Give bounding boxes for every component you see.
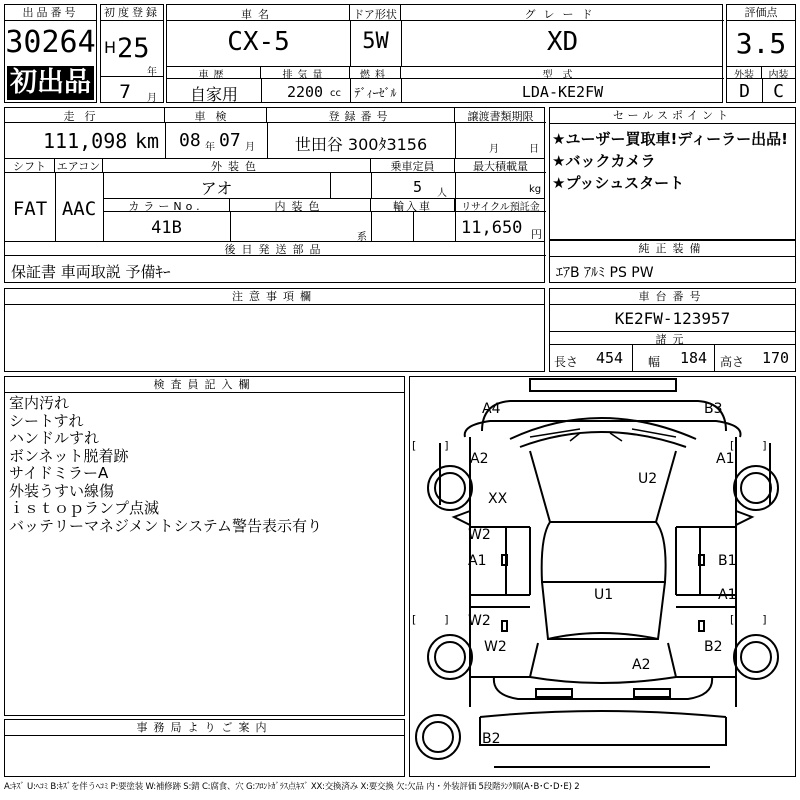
bracket-left: [ ] (412, 613, 449, 626)
import-label: 輸入車 (393, 200, 432, 213)
damage-mark: W2 (484, 639, 507, 655)
transfer-label: 譲渡書類期限 (467, 110, 534, 123)
fuel-label: 燃料 (360, 70, 390, 81)
grade-label: グレード (524, 8, 601, 21)
inspector-label: 検査員記入欄 (5, 377, 404, 393)
height-label: 高さ (720, 355, 745, 369)
legend-footer: A:ｷｽﾞ U:ﾍｺﾐ B:ｷｽﾞを伴うﾍｺﾐ P:要塗装 W:補修跡 S:錆 C:腐食、穴 G:ﾌﾛﾝﾄｶﾞﾗｽ点ｷｽﾞ XX:交換済み X:要交換 欠:欠品 内・外装評価 5段階ﾗﾝｸ順(A･B･C･D･E) 2 (4, 782, 580, 792)
aircon: AAC (61, 198, 97, 220)
equip-label: 純正装備 (550, 241, 795, 257)
reg-era: H (104, 38, 117, 57)
office-box (4, 719, 405, 777)
model-label: 型式 (542, 70, 583, 81)
sales-point: ★バックカメラ (552, 152, 656, 170)
reg-year: 25 (117, 33, 150, 64)
damage-mark: XX (488, 491, 508, 507)
transfer-month-unit: 月 (489, 144, 499, 155)
mileage-unit: km (135, 129, 160, 153)
car-name-label: 車名 (241, 8, 275, 21)
interior-label: 内装 (768, 70, 789, 81)
damage-mark: B1 (718, 553, 737, 569)
damage-mark: A1 (716, 451, 735, 467)
later-parts: 保証書 車両取説 予備ｷｰ (11, 263, 171, 281)
chassis-label: 車台番号 (550, 289, 795, 305)
mileage: 111,098 (43, 129, 128, 153)
inspector-note: ハンドルすれ (9, 429, 100, 447)
office-label: 事務局よりご案内 (5, 720, 404, 736)
inspector-note: シートすれ (9, 411, 84, 430)
history-label: 車歴 (198, 70, 229, 81)
inspector-note: ボンネット脱着跡 (9, 446, 129, 465)
history: 自家用 (189, 85, 238, 104)
reg-month: 7 (119, 81, 132, 103)
capacity-label: 乗車定員 (390, 160, 435, 173)
ext-color: アオ (200, 179, 233, 198)
damage-mark: B2 (704, 639, 723, 655)
score-box (726, 4, 796, 103)
inspector-note: 外装うすい線傷 (9, 481, 115, 500)
chassis-box (549, 288, 796, 372)
load-label: 最大積載量 (473, 160, 528, 173)
vehicle-box (166, 4, 723, 103)
exterior-grade: D (739, 81, 750, 102)
shift-label: シフト (13, 160, 46, 173)
inspector-note: ｉｓｔｏｐランプ点滅 (9, 499, 160, 517)
grade: XD (546, 27, 579, 57)
inspector-note: バッテリーマネジメントシステム警告表示有り (9, 516, 323, 535)
caution-box (4, 288, 545, 372)
aircon-label: エアコン (56, 160, 101, 173)
door-type: 5W (362, 29, 389, 54)
damage-mark: U1 (594, 587, 614, 603)
first-reg-label: 初度登録 (101, 5, 163, 21)
interior-grade: C (773, 81, 784, 102)
bracket-right: [ ] (730, 439, 767, 452)
dims-label: 諸元 (655, 333, 690, 346)
first-reg-box (100, 4, 164, 103)
damage-mark: B2 (482, 731, 501, 747)
shift: FAT (12, 198, 48, 220)
color-no: 41B (151, 218, 182, 238)
damage-mark: A1 (718, 587, 737, 603)
length-label: 長さ (554, 355, 579, 369)
reg-no-label: 登録番号 (328, 110, 393, 123)
damage-mark: B3 (704, 401, 723, 417)
reg-no: 世田谷 300ﾀ3156 (294, 135, 428, 154)
insp-year: 08 (179, 130, 201, 151)
later-parts-label: 後日発送部品 (224, 243, 327, 256)
first-listing-badge (7, 66, 94, 100)
details-box (4, 107, 545, 283)
transfer-day-unit: 日 (529, 144, 539, 155)
score: 3.5 (735, 27, 787, 60)
width: 184 (680, 349, 708, 367)
recycle-label: リサイクル預託金 (461, 202, 540, 213)
caution-label: 注意事項欄 (5, 289, 544, 305)
damage-mark: A2 (632, 657, 651, 673)
damage-mark: A1 (468, 553, 487, 569)
insp-month: 07 (219, 130, 241, 151)
sales-label: セールスポイント (550, 108, 795, 124)
inspector-note: サイドミラーA (9, 464, 109, 482)
inspector-box (4, 376, 405, 716)
damage-mark: W2 (468, 527, 491, 543)
load-unit: kg (529, 184, 542, 195)
insp-year-unit: 年 (205, 142, 215, 153)
sales-point: ★ユーザー買取車!ディーラー出品! (552, 130, 788, 148)
lot-box (4, 4, 97, 103)
inspector-note: 室内汚れ (9, 394, 70, 412)
exterior-label: 外装 (734, 70, 754, 81)
score-label: 評価点 (727, 5, 795, 21)
displacement-unit: cc (330, 88, 341, 99)
reg-month-unit: 月 (147, 93, 157, 104)
int-color-label: 内装色 (274, 200, 326, 213)
mileage-label: 走行 (63, 110, 106, 123)
bracket-right: [ ] (730, 613, 767, 626)
damage-mark: A2 (470, 451, 489, 467)
sales-point: ★プッシュスタート (552, 174, 685, 192)
lot-number: 30264 (5, 25, 96, 60)
capacity-unit: 人 (437, 188, 447, 199)
lot-label: 出品番号 (5, 5, 96, 21)
int-color-unit: 系 (357, 232, 367, 243)
reg-year-unit: 年 (147, 67, 157, 78)
displacement-label: 排気量 (282, 70, 328, 81)
first-listing-text: 初出品 (10, 67, 91, 98)
sales-box (549, 107, 796, 240)
recycle-unit: 円 (531, 228, 542, 241)
insp-month-unit: 月 (245, 142, 255, 153)
capacity: 5 (413, 178, 423, 196)
fuel: ﾃﾞｨｰｾﾞﾙ (354, 86, 397, 100)
car-outline (410, 377, 796, 777)
displacement: 2200 (286, 83, 324, 101)
inspection-label: 車検 (194, 110, 237, 123)
bracket-left: [ ] (412, 439, 449, 452)
width-label: 幅 (648, 355, 661, 369)
height: 170 (762, 349, 790, 367)
damage-mark: U2 (638, 471, 658, 487)
color-no-label: カラーNo. (128, 200, 204, 213)
door-label: ドア形状 (353, 8, 397, 21)
length: 454 (596, 349, 624, 367)
model: LDA-KE2FW (521, 83, 604, 101)
damage-diagram (409, 376, 796, 777)
equip-box (549, 240, 796, 283)
car-name: CX-5 (227, 27, 290, 57)
equipment: ｴｱB ｱﾙﾐ PS PW (556, 265, 654, 281)
chassis-number: KE2FW-123957 (614, 309, 731, 328)
damage-mark: W2 (468, 613, 491, 629)
ext-color-label: 外装色 (211, 160, 262, 173)
recycle: 11,650 (461, 218, 523, 238)
damage-mark: A4 (482, 401, 501, 417)
